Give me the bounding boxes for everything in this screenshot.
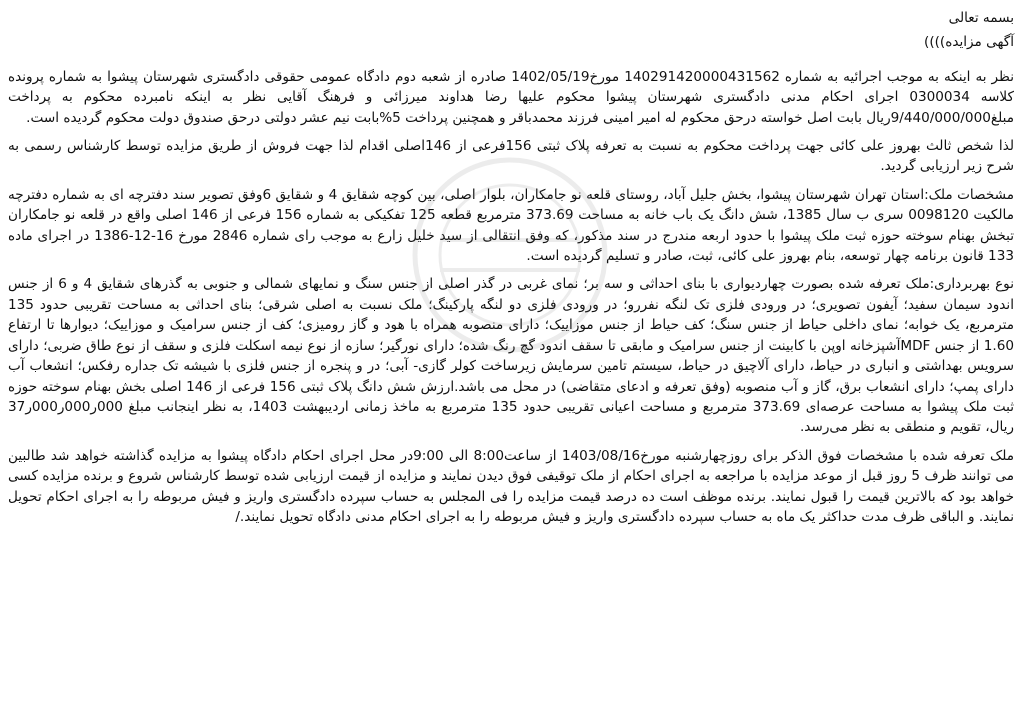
notice-title: آگهی مزایده)))) bbox=[924, 34, 1014, 51]
paragraph-third-party: لذا شخص ثالث بهروز علی کائی جهت پرداخت محکوم به نسبت به تعرفه پلاک ثبتی 156فرعی از 146اصلی اقدام لذا جهت فروش از طریق مزایده توسط کارشناس رسمی به شرح زیر ارزیابی گردید. bbox=[8, 138, 1014, 175]
paragraph-usage-description: نوع بهربرداری:ملک تعرفه شده بصورت چهاردیواری با بنای احداثی و سه بر؛ نمای غربی در گذر اصلی از جنس سنگ و نمایهای شمالی و جنوبی به گذرهای شقایق 4 و 6 از جنس اندود سیمان سفید؛ آیفون تصویری؛ در ورودی فلزی تک لنگه نفررو؛ در ورودی فلزی دو لنگه پارکینگ؛ ملک نسبت به اصلی شرقی؛ بنای احداثی به مساحت تقریبی حدود 135 مترمربع، یک خوابه؛ نمای داخلی حیاط از جنس سنگ؛ کف حیاط از جنس موزاییک؛ دارای منصوبه همراه با هود و گاز رومیزی؛ کف از جنس سرامیک و موزاییک؛ دیوارها تا ارتفاع 1.60 از جنس MDFآشپزخانه اوپن با کابینت از جنس سرامیک و مابقی تا سقف اندود گچ رنگ شده؛ دارای نورگیر؛ سازه از نوع نیمه اسکلت فلزی و سقف از نوع طاق ضربی؛ دارای سرویس بهداشتی و انباری در حیاط، دارای آلاچیق در حیاط، سیستم تامین سرمایش زیرساخت کولر گازی- آبی؛ در و پنجره از جنس فلزی با شیشه تک جداره رفکس؛ انشعاب آب دارای پمپ؛ دارای انشعاب برق، گاز و آب منصوبه (وفق تعرفه و ادعای متقاضی) در محل می باشد.ارزش شش دانگ پلاک ثبتی 156 فرعی از 146 اصلی بخش بهنام سوخته حوزه ثبت ملک پیشوا به مساحت عرصه‌ای 373.69 مترمربع و مساحت اعیانی تقریبی حدود 135 مترمربع به ماخذ زمانی اردیبهشت 1403، به نظر اینجانب مبلغ 000ر000ر000ر37 ریال، تقویم و منطقی به نظر می‌رسد. bbox=[8, 276, 1014, 436]
paragraph-auction-terms: ملک تعرفه شده با مشخصات فوق الذکر برای روزچهارشنبه مورخ1403/08/16 از ساعت8:00 الی 9:00در محل اجرای احکام دادگاه پیشوا به مزایده گذاشته خواهد شد طالبین می توانند ظرف 5 روز قبل از موعد مزایده با مراجعه به اجرای احکام از ملک توقیفی فوق دیدن نمایند و مزایده از قیمت ارزیابی شده توسط کارشناس شروع و برنده مزایده کسی خواهد بود که بالاترین قیمت را قبول نمایند. برنده موظف است ده درصد قیمت مزایده را فی المجلس به حساب سپرده دادگستری واریز و فیش مربوطه را به اجرای احکام تحویل نمایند. و الباقی ظرف مدت حداکثر یک ماه به حساب سپرده دادگستری واریز و فیش مربوطه را به اجرای احکام مدنی دادگاه تحویل نمایند./ bbox=[8, 447, 1014, 525]
paragraph-property-details: مشخصات ملک:استان تهران شهرستان پیشوا، بخش جلیل آباد، روستای قلعه نو جامکاران، بلوار اصلی، بین کوچه شقایق 4 و شقایق 6وفق تصویر سند دفترچه ای به شماره دفترچه مالکیت 0098120 سری ب سال 1385، شش دانگ یک باب خانه به مساحت 373.69 مترمربع قطعه 125 تفکیکی به شماره 156 فرعی از 146 اصلی واقع در قلعه نو جامکاران تبخش بهنام سوخته حوزه ثبت ملک پیشوا با حدود اربعه مندرج در سند مذکور، که وفق انتقالی از سید خلیل زارع به موجب رای شماره 2846 مورخ 16-12-1386 در اجرای ماده 133 قانون برنامه چهار توسعه، بنام بهروز علی کائی، ثبت، صادر و تسلیم گردیده است. bbox=[8, 186, 1015, 265]
paragraph-judgment: نظر به اینکه به موجب اجرائیه به شماره 140291420000431562 مورخ1402/05/19 صادره از شعبه دوم دادگاه عمومی حقوقی دادگستری شهرستان پیشوا به شماره پرونده کلاسه 0300034 اجرای احکام مدنی دادگستری شهرستان پیشوا محکوم علیها رضا هداوند میرزائی و فرهنگ آقایی نظر به اینکه نامبرده محکوم به پرداخت مبلغ9/440/000/000ریال بابت اصل خواسته درحق محکوم له امیر امینی فرزند محمدباقر و همچنین پرداخت 5%بابت نیم عشر دولتی درحق صندوق دولت محکوم گردیده است. bbox=[8, 68, 1014, 126]
document-heading: بسمه تعالی bbox=[948, 10, 1014, 26]
